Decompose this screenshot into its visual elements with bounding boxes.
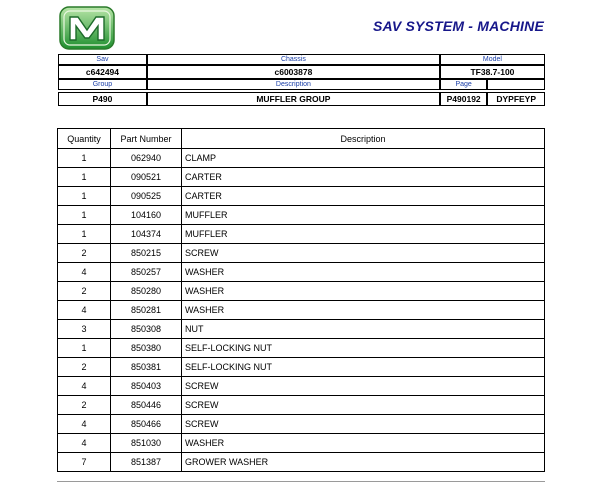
quantity-cell: 4	[58, 263, 111, 282]
quantity-cell: 4	[58, 415, 111, 434]
quantity-cell: 1	[58, 187, 111, 206]
header-info-grid	[58, 54, 545, 106]
quantity-cell: 1	[58, 149, 111, 168]
quantity-cell: 2	[58, 282, 111, 301]
part-number-cell: 850403	[111, 377, 182, 396]
model-label: Model	[440, 54, 545, 65]
parts-table	[57, 128, 545, 472]
table-row	[58, 453, 545, 472]
chassis-value: c6003878	[147, 65, 440, 79]
description-value: MUFFLER GROUP	[147, 92, 440, 106]
quantity-cell: 4	[58, 434, 111, 453]
quantity-cell: 3	[58, 320, 111, 339]
parts-table-header	[58, 129, 545, 149]
sav-label: Sav	[58, 54, 147, 65]
description-cell: SCREW	[182, 244, 545, 263]
quantity-cell: 1	[58, 168, 111, 187]
description-cell: GROWER WASHER	[182, 453, 545, 472]
part-number-cell: 851387	[111, 453, 182, 472]
description-cell: CLAMP	[182, 149, 545, 168]
table-row	[58, 377, 545, 396]
description-cell: WASHER	[182, 282, 545, 301]
table-row	[58, 206, 545, 225]
description-cell: SELF-LOCKING NUT	[182, 339, 545, 358]
description-cell: CARTER	[182, 187, 545, 206]
table-row	[58, 149, 545, 168]
description-cell: CARTER	[182, 168, 545, 187]
group-value: P490	[58, 92, 147, 106]
company-logo	[59, 6, 115, 50]
table-row	[58, 187, 545, 206]
quantity-cell: 4	[58, 301, 111, 320]
part-number-cell: 850215	[111, 244, 182, 263]
table-row	[58, 358, 545, 377]
bottom-divider	[57, 481, 545, 482]
page-value: P490192	[440, 92, 487, 106]
part-number-cell: 104160	[111, 206, 182, 225]
table-row	[58, 339, 545, 358]
quantity-cell: 7	[58, 453, 111, 472]
description-cell: WASHER	[182, 263, 545, 282]
table-row	[58, 415, 545, 434]
quantity-cell: 1	[58, 339, 111, 358]
model-value: TF38.7-100	[440, 65, 545, 79]
table-row	[58, 320, 545, 339]
chassis-label: Chassis	[147, 54, 440, 65]
description-label: Description	[147, 79, 440, 90]
quantity-cell: 4	[58, 377, 111, 396]
description-cell: SELF-LOCKING NUT	[182, 358, 545, 377]
quantity-cell: 1	[58, 225, 111, 244]
part-number-cell: 090521	[111, 168, 182, 187]
page-label: Page	[440, 79, 487, 90]
quantity-cell: 2	[58, 244, 111, 263]
part-number-cell: 850308	[111, 320, 182, 339]
description-cell: SCREW	[182, 396, 545, 415]
part-number-cell: 850281	[111, 301, 182, 320]
col-quantity: Quantity	[58, 129, 111, 149]
table-row	[58, 168, 545, 187]
table-row	[58, 263, 545, 282]
col-description: Description	[182, 129, 545, 149]
description-cell: MUFFLER	[182, 206, 545, 225]
sav-value: c642494	[58, 65, 147, 79]
part-number-cell: 104374	[111, 225, 182, 244]
table-row	[58, 396, 545, 415]
table-row	[58, 434, 545, 453]
quantity-cell: 2	[58, 358, 111, 377]
quantity-cell: 2	[58, 396, 111, 415]
table-row	[58, 225, 545, 244]
quantity-cell: 1	[58, 206, 111, 225]
part-number-cell: 850381	[111, 358, 182, 377]
part-number-cell: 851030	[111, 434, 182, 453]
description-cell: NUT	[182, 320, 545, 339]
description-cell: SCREW	[182, 415, 545, 434]
part-number-cell: 850280	[111, 282, 182, 301]
parts-table-body	[58, 149, 545, 472]
page-code-value: DYPFEYP	[487, 92, 545, 106]
part-number-cell: 062940	[111, 149, 182, 168]
document-title: SAV SYSTEM - MACHINE	[373, 18, 544, 34]
part-number-cell: 850446	[111, 396, 182, 415]
page-code-label-empty	[487, 79, 545, 90]
part-number-cell: 850466	[111, 415, 182, 434]
col-part-number: Part Number	[111, 129, 182, 149]
table-row	[58, 244, 545, 263]
description-cell: MUFFLER	[182, 225, 545, 244]
part-number-cell: 850380	[111, 339, 182, 358]
table-row	[58, 301, 545, 320]
part-number-cell: 090525	[111, 187, 182, 206]
group-label: Group	[58, 79, 147, 90]
part-number-cell: 850257	[111, 263, 182, 282]
description-cell: SCREW	[182, 377, 545, 396]
table-row	[58, 282, 545, 301]
description-cell: WASHER	[182, 301, 545, 320]
description-cell: WASHER	[182, 434, 545, 453]
